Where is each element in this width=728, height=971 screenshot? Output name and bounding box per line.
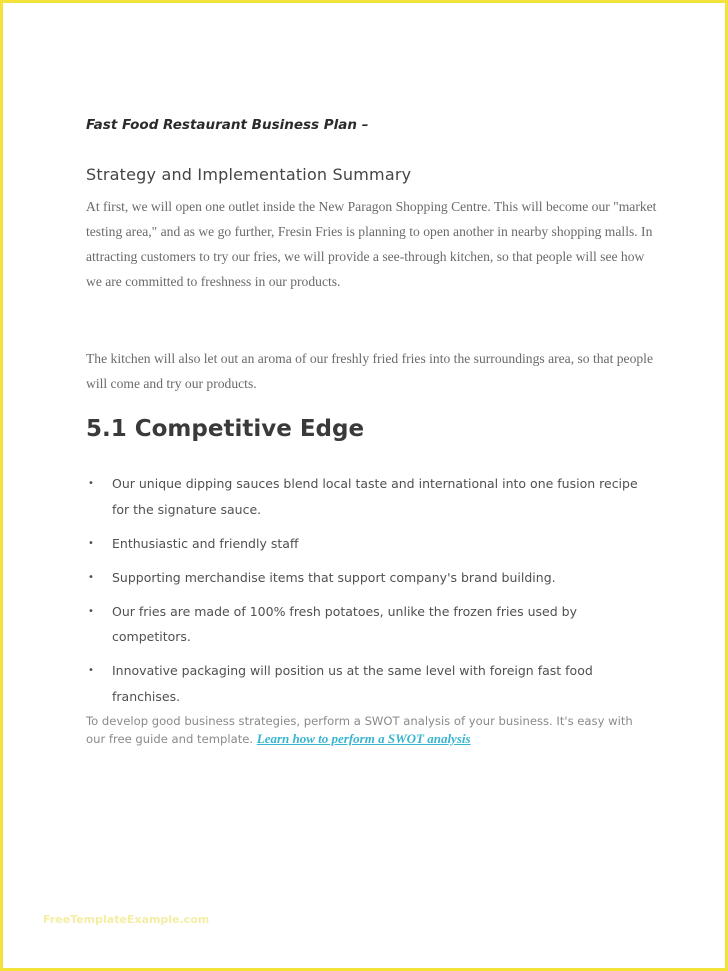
bullet-icon: • xyxy=(88,537,94,549)
strategy-paragraph-2: The kitchen will also let out an aroma of our freshly fried fries into the surroundings area, so that people will come and try our products. xyxy=(86,351,653,391)
list-item xyxy=(86,658,656,709)
strategy-paragraph-1: At first, we will open one outlet inside the New Paragon Shopping Centre. This will become our "market testing area," and as we go further, Fresin Fries is planning to open another in nearby shopping malls. In attracting customers to try our fries, we will provide a see-through kitchen, so that people will see how we are committed to freshness in our products. xyxy=(86,199,657,289)
swot-note-text: To develop good business strategies, perform a SWOT analysis of your business. It's easy with our free guide and template. xyxy=(86,714,633,746)
document-title: Fast Food Restaurant Business Plan – xyxy=(86,117,369,133)
competitive-edge-heading: 5.1 Competitive Edge xyxy=(86,416,365,442)
list-item-text: Enthusiastic and friendly staff xyxy=(112,535,299,551)
swot-analysis-link[interactable]: Learn how to perform a SWOT analysis xyxy=(256,731,471,746)
list-item xyxy=(86,471,656,522)
list-item xyxy=(86,531,656,557)
list-item-text: Our fries are made of 100% fresh potatoes, unlike the frozen fries used by competitors. xyxy=(112,603,577,644)
bullet-icon: • xyxy=(88,605,94,617)
list-item-text: Innovative packaging will position us at the same level with foreign fast food franchises. xyxy=(112,663,593,704)
bullet-icon: • xyxy=(88,571,94,583)
strategy-heading: Strategy and Implementation Summary xyxy=(86,165,412,184)
list-item xyxy=(86,599,656,650)
list-item-text: Supporting merchandise items that support company's brand building. xyxy=(112,569,556,585)
list-item xyxy=(86,565,656,591)
swot-note xyxy=(86,713,646,748)
list-item-text: Our unique dipping sauces blend local taste and international into one fusion recipe for the signature sauce. xyxy=(112,476,638,517)
bullet-icon: • xyxy=(88,665,94,676)
bullet-icon: • xyxy=(88,478,94,489)
competitive-edge-list xyxy=(86,471,656,718)
watermark-logo: FreeTemplateExample.com xyxy=(43,913,210,926)
